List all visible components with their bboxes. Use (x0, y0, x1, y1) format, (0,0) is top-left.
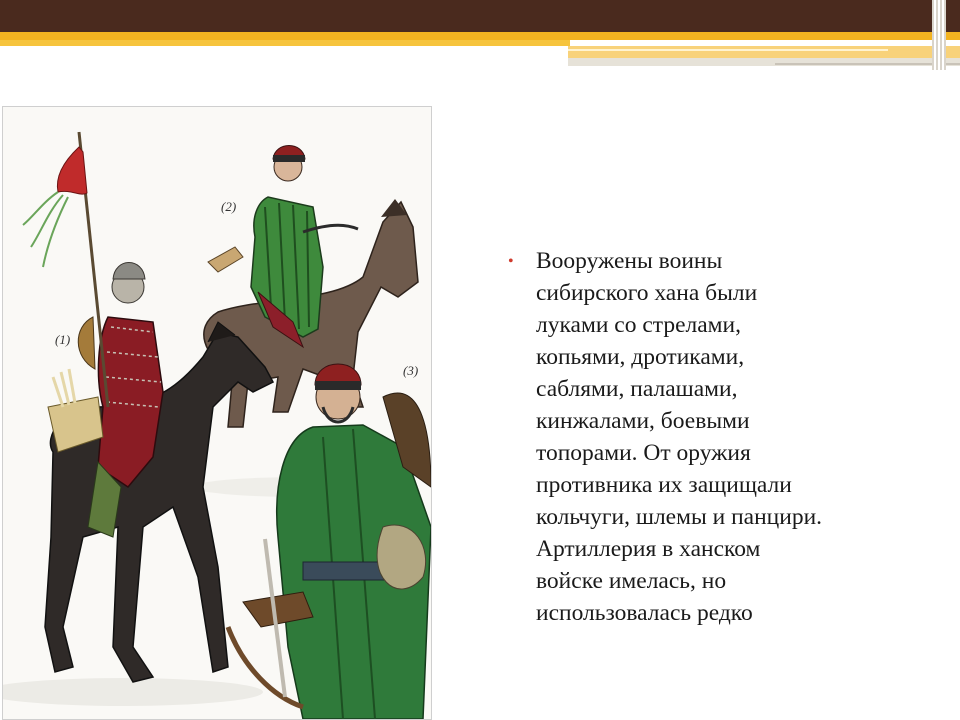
header-gold-bar (0, 32, 960, 40)
figure-label-2: (2) (221, 199, 237, 214)
continuation-line: Артиллерия в ханском (536, 536, 761, 562)
bullet-line: кинжалами, боевыми (536, 408, 750, 434)
continuation-line: войске имелась, но (536, 568, 727, 594)
bullet-line: Вооружены воины (536, 248, 723, 274)
header-stripes (932, 0, 946, 70)
bullet-line: саблями, палашами, (536, 376, 738, 402)
bullet-line: топорами. От оружия (536, 440, 751, 466)
header-band (0, 0, 960, 32)
bullet-text (536, 245, 822, 533)
bullet-dot-icon: • (508, 253, 514, 270)
header-gold-bar-secondary (0, 40, 570, 46)
continuation-line: использовалась редко (536, 600, 753, 626)
bullet-line: противника их защищали (536, 472, 792, 498)
header-highlight-line (568, 49, 888, 51)
figure-label-1: (1) (55, 332, 71, 347)
bullet-line: кольчуги, шлемы и панцири. (536, 504, 823, 530)
slide-body (508, 245, 918, 629)
warriors-illustration (2, 106, 432, 720)
bullet-line: сибирского хана были (536, 280, 758, 306)
continuation-text (536, 533, 918, 629)
figure-label-3: (3) (403, 363, 419, 378)
bullet-line: луками со стрелами, (536, 312, 741, 338)
warrior-3 (228, 364, 431, 719)
bullet-item (508, 245, 918, 533)
bullet-line: копьями, дротиками, (536, 344, 745, 370)
